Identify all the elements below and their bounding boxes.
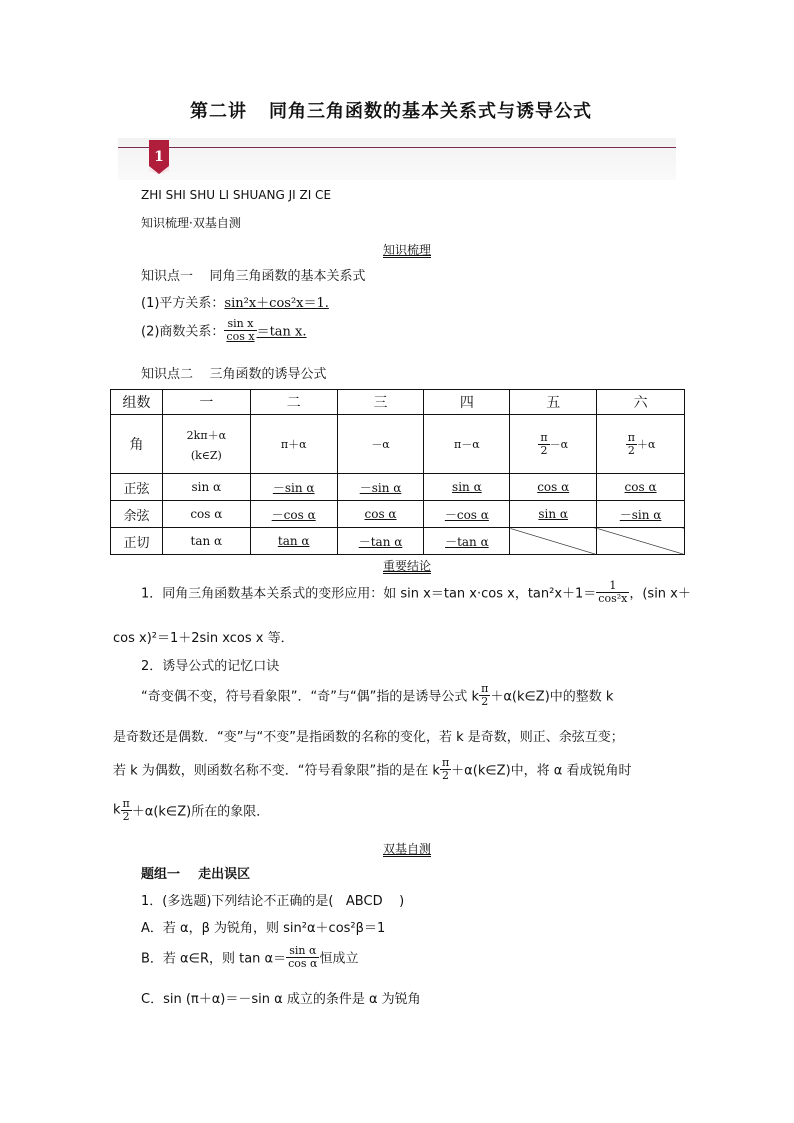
value-cell: sin α xyxy=(424,474,510,501)
section-number-badge xyxy=(149,140,169,174)
value-cell: －sin α xyxy=(337,474,424,501)
header-cell: 六 xyxy=(597,390,685,415)
empty-diagonal-cell xyxy=(510,528,597,555)
value-cell: tan α xyxy=(162,528,250,555)
point2-label: 知识点二 xyxy=(141,367,194,382)
table-row xyxy=(111,501,685,528)
question-group-1: 题组一 走出误区 xyxy=(141,867,251,882)
option-a: A．若 α，β 为锐角，则 sin²α＋cos²β＝1 xyxy=(141,921,386,936)
value-cell: cos α xyxy=(162,501,250,528)
mnemonic-line-4: k $\frac{\pi}{2}$ ＋α(k∈Z)所在的象限． xyxy=(113,797,270,823)
header-cell: 一 xyxy=(162,390,250,415)
mnemonic-line-1: “奇变偶不变，符号看象限”．“奇”与“偶”指的是诱导公式 k $\frac{\pi}{2}$ ＋α(k∈Z)中的整数 k xyxy=(141,682,614,708)
row-label: 余弦 xyxy=(111,501,163,528)
row-label: 角 xyxy=(111,415,163,474)
question-1: 1．(多选题)下列结论不正确的是( ABCD ) xyxy=(141,894,405,909)
value-cell: －sin α xyxy=(250,474,337,501)
section-band xyxy=(118,138,676,180)
conclusion-1-text-a: 1．同角三角函数基本关系式的变形应用：如 sin x＝tan x·cos x，tan²x＋1＝ xyxy=(141,586,597,602)
square-relation-formula: sin²x＋cos²x＝1. xyxy=(224,296,329,311)
option-c: C．sin (π＋α)＝－sin α 成立的条件是 α 为锐角 xyxy=(141,992,421,1007)
table-row xyxy=(111,415,685,474)
value-cell: －tan α xyxy=(424,528,510,555)
section-divider xyxy=(118,147,676,148)
value-cell: cos α xyxy=(337,501,424,528)
question-1-answer: ABCD xyxy=(345,894,383,909)
conclusion-1-fraction: $\frac{1}{\text{cos²x}}$ xyxy=(598,579,628,605)
value-cell: sin α xyxy=(162,474,250,501)
title-topic: 同角三角函数的基本关系式与诱导公式 xyxy=(269,101,592,122)
quotient-relation xyxy=(141,318,307,342)
value-cell: cos α xyxy=(597,474,685,501)
point2-title: 三角函数的诱导公式 xyxy=(209,367,327,382)
section-label-zhishi: 知识梳理 xyxy=(383,243,432,257)
quotient-rhs: ＝tan x. xyxy=(256,324,307,340)
pinyin-heading: ZHI SHI SHU LI SHUANG JI ZI CE xyxy=(141,188,332,202)
conclusion-2: 2．诱导公式的记忆口诀 xyxy=(141,659,280,674)
header-cell: 三 xyxy=(337,390,424,415)
value-cell: －sin α xyxy=(597,501,685,528)
title-lecture: 第二讲 xyxy=(190,101,247,122)
quotient-fraction: $\frac{\text{sin x}}{\text{cos x}}$ xyxy=(226,317,255,343)
knowledge-point-1 xyxy=(141,265,366,284)
value-cell: －cos α xyxy=(424,501,510,528)
row-label: 正切 xyxy=(111,528,163,555)
table-row xyxy=(111,390,685,415)
value-cell: －tan α xyxy=(337,528,424,555)
point1-label: 知识点一 xyxy=(141,269,194,284)
mnemonic-line-2: 是奇数还是偶数．“变”与“不变”是指函数的名称的变化，若 k 是奇数，则正、余弦互变； xyxy=(113,730,624,745)
angle-cell: $\frac{\pi}{2}$ ＋α xyxy=(597,415,685,474)
empty-diagonal-cell xyxy=(597,528,685,555)
section-label-shuangji: 双基自测 xyxy=(383,842,432,856)
point1-title: 同角三角函数的基本关系式 xyxy=(209,269,366,284)
angle-cell: π＋α xyxy=(250,415,337,474)
header-cell: 组数 xyxy=(111,390,163,415)
page-title xyxy=(190,97,592,123)
subtitle: 知识梳理·双基自测 xyxy=(141,216,241,230)
angle-cell: $\frac{\pi}{2}$ －α xyxy=(510,415,597,474)
value-cell: －cos α xyxy=(250,501,337,528)
header-cell: 四 xyxy=(424,390,510,415)
square-relation xyxy=(141,292,329,311)
mnemonic-line-3: 若 k 为偶数，则函数名称不变．“符号看象限”指的是在 k $\frac{\pi}{2}$ ＋α(k∈Z)中，将 α 看成锐角时 xyxy=(113,756,632,782)
badge-number: 1 xyxy=(154,149,164,165)
conclusion-1-continued: cos x)²＝1＋2sin xcos x 等． xyxy=(113,631,294,646)
option-b: B．若 α∈R，则 tan α＝ $\frac{\text{sin α}}{\text{cos α}}$ 恒成立 xyxy=(141,944,359,970)
square-relation-label: (1)平方关系： xyxy=(141,296,225,311)
induction-formula-table xyxy=(110,389,685,555)
table-row xyxy=(111,528,685,555)
conclusion-1-text-b: ，(sin x＋ xyxy=(629,586,691,602)
row-label: 正弦 xyxy=(111,474,163,501)
angle-cell: π－α xyxy=(424,415,510,474)
knowledge-point-2 xyxy=(141,363,327,382)
question-1-text: 1．(多选题)下列结论不正确的是( xyxy=(141,894,334,909)
header-cell: 五 xyxy=(510,390,597,415)
angle-cell: －α xyxy=(337,415,424,474)
value-cell: cos α xyxy=(510,474,597,501)
value-cell: sin α xyxy=(510,501,597,528)
angle-cell: 2kπ＋α (k∈Z) xyxy=(162,415,250,474)
conclusion-1 xyxy=(141,580,691,604)
section-label-zhongyao: 重要结论 xyxy=(383,559,432,573)
header-cell: 二 xyxy=(250,390,337,415)
value-cell: tan α xyxy=(250,528,337,555)
quotient-relation-label: (2)商数关系： xyxy=(141,324,225,340)
table-row xyxy=(111,474,685,501)
